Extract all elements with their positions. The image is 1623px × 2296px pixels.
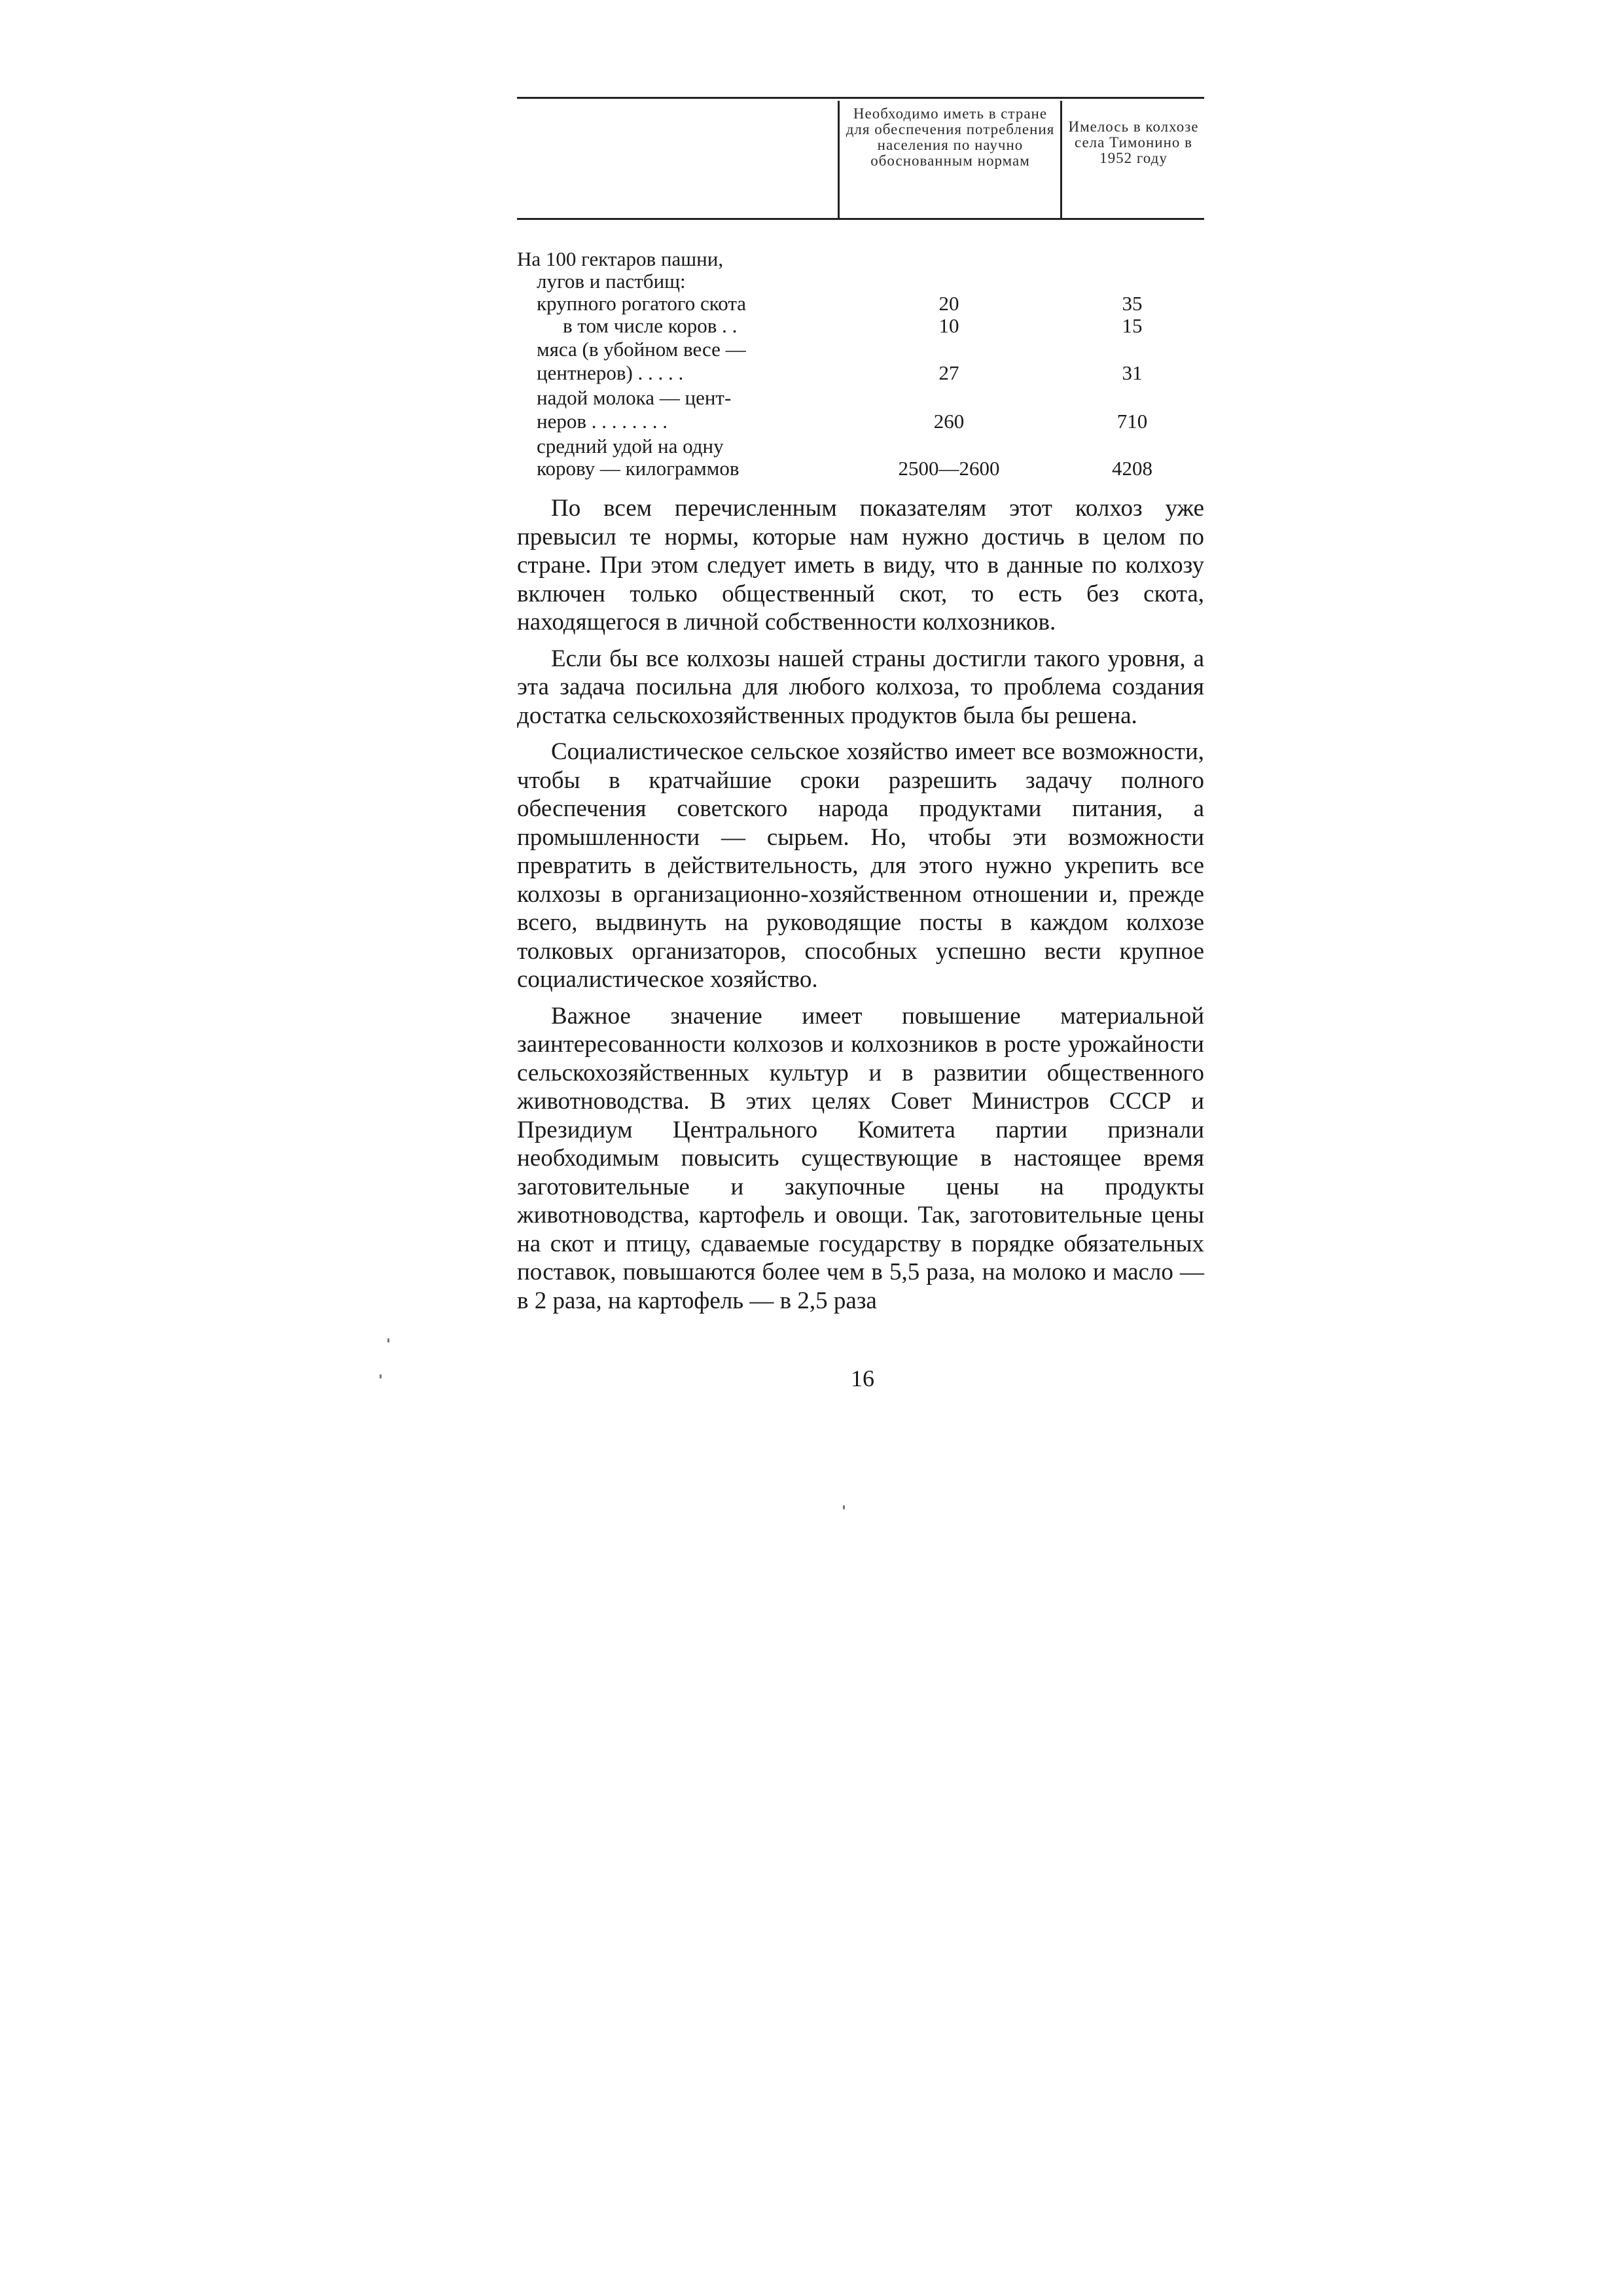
norm-value: 20 <box>938 292 959 315</box>
row-label: мяса (в убойном весе — <box>537 338 746 361</box>
timonino-value: 35 <box>1122 292 1143 315</box>
table-header-rule <box>517 218 1204 220</box>
timonino-value: 15 <box>1122 314 1143 337</box>
row-label: в том числе коров . . <box>563 314 738 337</box>
timonino-value: 710 <box>1116 410 1148 433</box>
paragraph: Если бы все колхозы нашей страны достигли такого уровня, а эта задача посильна для любого колхоза, то проблема создания достатка сельскохозяйственных продуктов была бы решена. <box>517 645 1204 729</box>
row-label: надой молока — цент- <box>537 386 732 409</box>
row-label: лугов и пастбищ: <box>537 270 686 293</box>
table-header-norms: Необходимо иметь в стране для обеспечения потребления населения по научно обоснованным нормам <box>846 105 1055 169</box>
table-top-rule <box>517 97 1204 99</box>
paragraph: Социалистическое сельское хозяйство имеет все возможности, чтобы в кратчайшие сроки разрешить задачу полного обеспечения советского народа продуктами питания, а промышленности — сырьем. Но, чтобы эти возможности превратить в действительность, для этого нужно укрепить все колхозы в организационно-хозяйственном отношении и, прежде всего, выдвинуть на руководящие посты в каждом колхозе толковых организаторов, способных успешно вести крупное социалистическое хозяйство. <box>517 738 1204 993</box>
paragraph: Важное значение имеет повышение материальной заинтересованности колхозов и колхозников в росте урожайности сельскохозяйственных культур и в развитии общественного животноводства. В этих целях Совет Министров СССР и Президиум Центрального Комитета партии признали необходимым повысить существующие в настоящее время заготовительные и закупочные цены на продукты животноводства, картофель и овощи. Так, заготовительные цены на скот и птицу, сдаваемые государству в порядке обязательных поставок, повышаются более чем в 5,5 раза, на молоко и масло — в 2 раза, на картофель — в 2,5 раза <box>517 1002 1204 1314</box>
paragraph: По всем перечисленным показателям этот колхоз уже превысил те нормы, которые нам нужно достичь в целом по стране. При этом следует иметь в виду, что в данные по колхозу включен только общественный скот, то есть без скота, находящегося в личной собственности колхозников. <box>517 495 1204 636</box>
page-number: 16 <box>851 1365 874 1391</box>
timonino-value: 4208 <box>1112 457 1152 480</box>
scan-speck <box>387 1338 389 1342</box>
row-label: неров . . . . . . . . <box>537 410 668 433</box>
scan-speck <box>843 1505 845 1509</box>
row-label: корову — килограммов <box>537 457 740 480</box>
body-text <box>517 494 1204 1323</box>
timonino-value: 31 <box>1122 361 1143 384</box>
table-column-divider <box>838 101 840 219</box>
norm-value: 27 <box>938 361 959 384</box>
row-label: крупного рогатого скота <box>537 292 747 315</box>
row-label: На 100 гектаров пашни, <box>517 247 724 270</box>
row-label: центнеров) . . . . . <box>537 361 684 384</box>
scan-speck <box>380 1374 382 1378</box>
norm-value: 260 <box>933 410 965 433</box>
table-header-timonino: Имелось в колхозе села Тимонино в 1952 году <box>1068 118 1199 166</box>
norm-value: 10 <box>938 314 959 337</box>
table-column-divider <box>1060 101 1062 219</box>
norm-value: 2500—2600 <box>898 457 1000 480</box>
row-label: средний удой на одну <box>537 435 724 457</box>
